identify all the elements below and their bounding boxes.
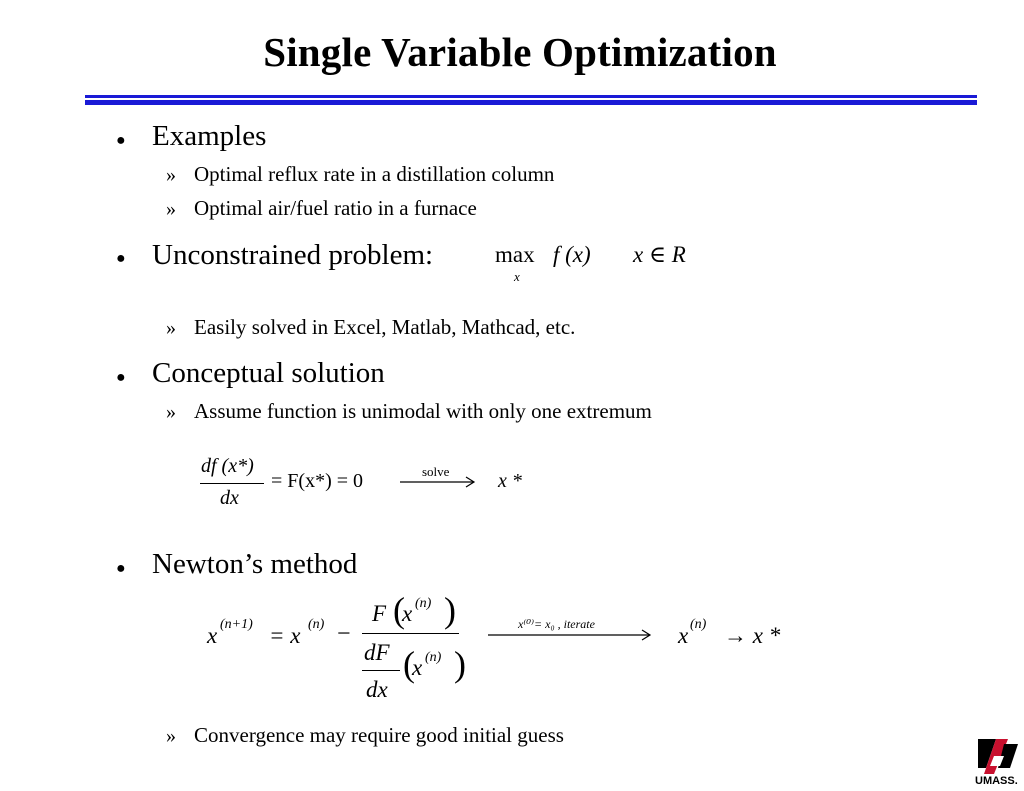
list-item: Optimal reflux rate in a distillation column [194,162,555,186]
eq-objective: f (x) [553,242,591,267]
right-arrow-icon [488,629,652,641]
eq-equals-x: = x [269,623,301,648]
section-heading-newton: Newton’s method [152,548,358,580]
title-rule-thick [85,100,977,105]
eq-den-sup: (n) [425,650,442,665]
eq-num-x: x [402,601,413,626]
eq-den-x: x [412,655,423,680]
eq-lhs: x [207,623,218,648]
paren-open: ( [393,590,405,630]
umass-logo [974,736,1022,786]
logo-wordmark: UMASS. [975,775,1018,786]
paren-close: ) [444,590,456,630]
right-arrow-icon [400,476,476,488]
eq-domain: x ∈ R [633,242,686,267]
eq-result-sup: (n) [690,617,707,632]
eq-result: x * [498,470,522,492]
eq-fraction-numerator: df (x*) [201,455,254,477]
eq-rhs: = F(x*) = 0 [271,470,364,492]
eq-den-dx: dx [366,677,388,702]
title-rule-thin [85,95,977,98]
slide-title: Single Variable Optimization [263,29,777,75]
paren-open: ( [403,644,415,684]
fraction-bar [200,483,264,484]
bullet-dot: ● [116,132,126,149]
sub-bullet-mark: » [166,164,176,186]
eq-den-dF: dF [364,640,390,665]
fraction-bar [362,633,459,634]
eq-result-x: x [678,623,689,648]
eq-fraction-denominator: dx [220,487,239,509]
section-heading-conceptual: Conceptual solution [152,357,385,389]
eq-num-sup: (n) [415,596,432,611]
arrow-label: solve [422,464,450,479]
section-heading-unconstrained: Unconstrained problem: [152,239,434,271]
list-item: Optimal air/fuel ratio in a furnace [194,196,477,220]
sub-bullet-mark: » [166,725,176,747]
eq-minus: − [337,621,351,647]
sub-bullet-mark: » [166,317,176,339]
eq-num-F: F [372,601,387,626]
eq-max-subscript: x [514,269,520,284]
bullet-dot: ● [116,560,126,577]
eq-lhs-sup: (n+1) [220,617,253,632]
paren-close: ) [454,644,466,684]
bullet-dot: ● [116,369,126,386]
bullet-dot: ● [116,250,126,267]
eq-equals-sup: (n) [308,617,325,632]
arrow-label: x⁽⁰⁾= x₀ , iterate [518,617,595,631]
section-heading-examples: Examples [152,120,267,152]
eq-result-tail: → x * [724,623,781,648]
sub-bullet-mark: » [166,198,176,220]
list-item: Assume function is unimodal with only one extremum [194,399,652,423]
list-item: Easily solved in Excel, Matlab, Mathcad, etc. [194,315,576,339]
sub-bullet-mark: » [166,401,176,423]
inner-fraction-bar [362,670,400,671]
eq-max-op: max [495,242,535,267]
list-item: Convergence may require good initial guess [194,723,564,747]
